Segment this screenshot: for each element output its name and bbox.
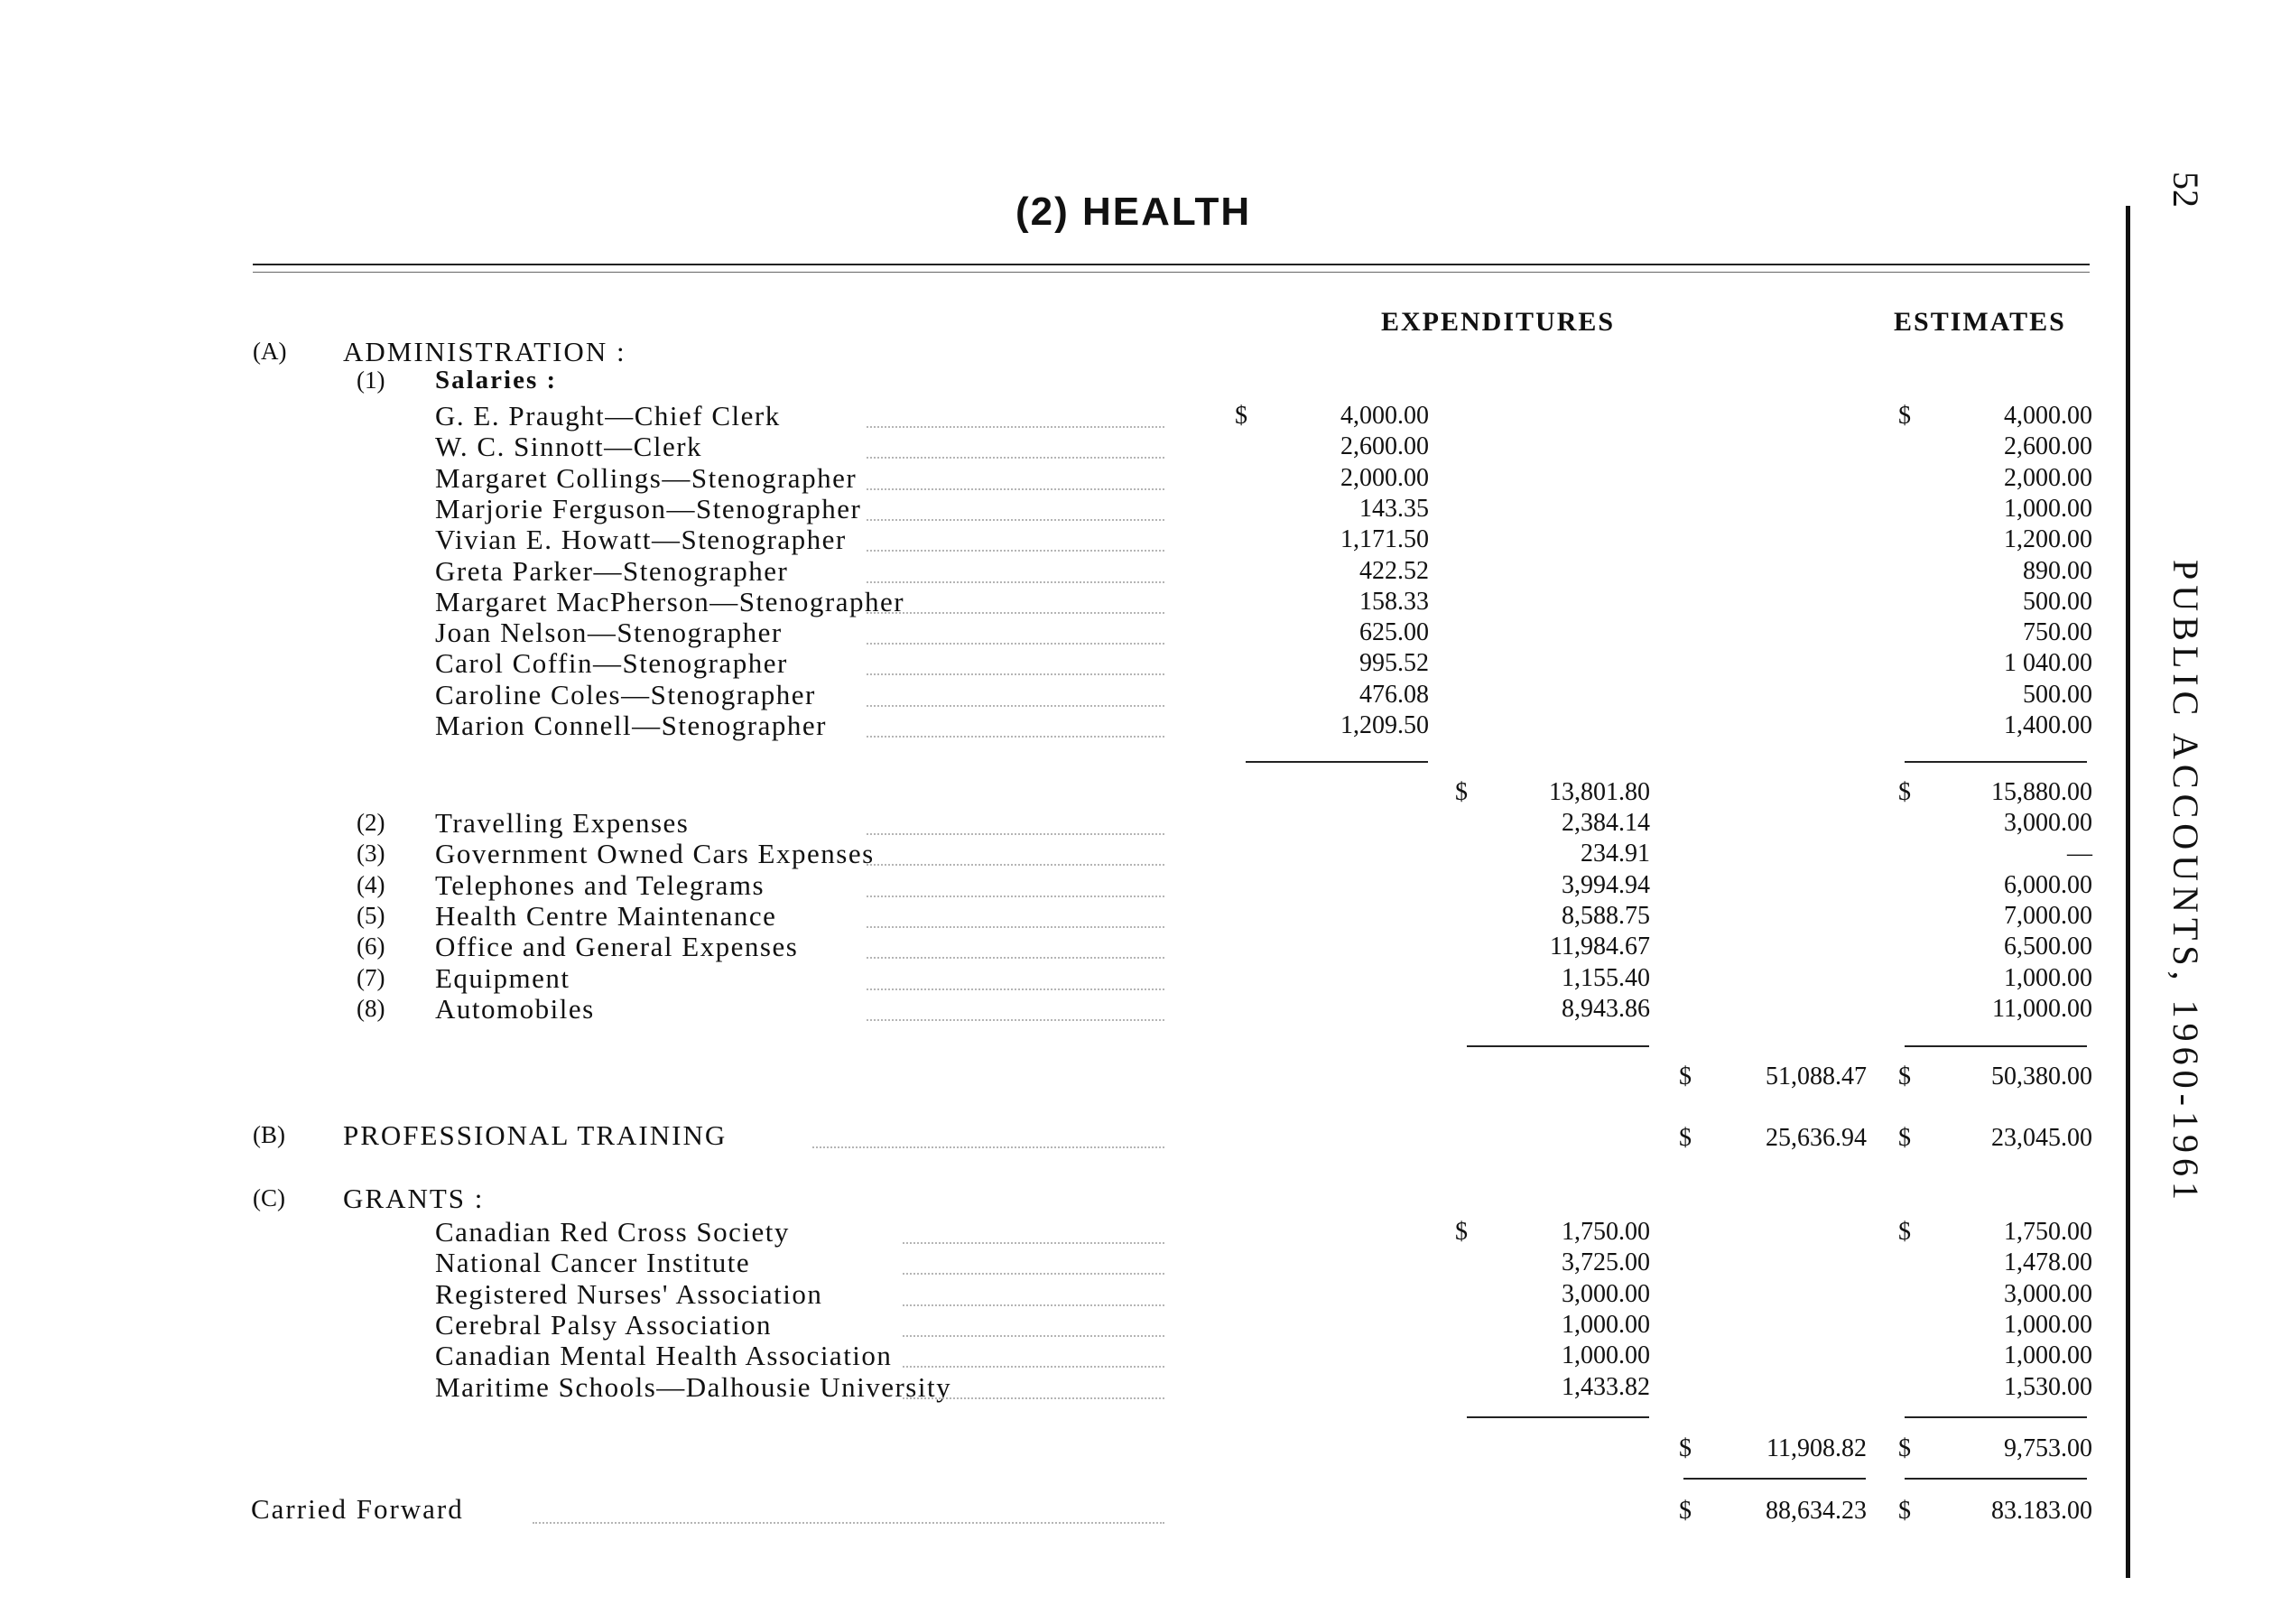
salary-estimate: 500.00 [2023,680,2092,709]
item-marker: (4) [357,870,385,898]
running-head [2153,172,2207,1300]
leader-dots [867,519,1164,521]
leader-dots [867,705,1164,707]
title-rule-lower [253,272,2090,273]
currency-symbol: $ [1898,1218,1911,1246]
carried-forward-est: 83.183.00 [1991,1497,2092,1525]
section-a-total-est: 50,380.00 [1991,1063,2092,1090]
grant-estimate: 3,000.00 [2004,1279,2092,1308]
salary-estimate: 1,000.00 [2004,494,2092,523]
salary-name: Marjorie Ferguson—Stenographer [435,492,862,524]
item-name: Office and General Expenses [435,931,799,963]
title-rule [253,264,2090,265]
grant-expenditure: 1,000.00 [1562,1310,1650,1339]
item-expenditure: 8,943.86 [1562,994,1650,1023]
salary-total-est: 15,880.00 [1991,778,2092,806]
grant-estimate: 1,478.00 [2004,1248,2092,1277]
leader-dots [903,1397,1164,1399]
grant-est-rule [1905,1416,2087,1418]
salary-expenditure: 422.52 [1359,556,1429,585]
grant-name: Maritime Schools—Dalhousie University [435,1370,952,1403]
salary-name: Marion Connell—Stenographer [435,710,827,741]
salary-name: Caroline Coles—Stenographer [435,678,816,710]
forward-exp-rule [1683,1478,1866,1480]
grant-name: Canadian Mental Health Association [435,1340,893,1372]
item-name: Health Centre Maintenance [435,899,777,932]
item-name: Equipment [435,961,570,994]
item-expenditure: 3,994.94 [1562,870,1650,899]
section-c-label: GRANTS : [343,1183,485,1214]
salary-estimate: 4,000.00 [2004,402,2092,430]
salary-expenditure: 2,600.00 [1340,432,1429,461]
salaries-label: Salaries : [435,366,558,394]
leader-dots [903,1304,1164,1306]
currency-symbol: $ [1898,402,1911,430]
salary-expenditure: 995.52 [1359,649,1429,678]
salary-estimate: 2,000.00 [2004,463,2092,492]
salary-name: Joan Nelson—Stenographer [435,617,783,649]
leader-dots [867,1019,1164,1021]
leader-dots [867,864,1164,866]
grant-estimate: 1,530.00 [2004,1372,2092,1401]
currency-symbol: $ [1455,778,1468,806]
salary-expenditure: 2,000.00 [1340,463,1429,492]
carried-forward-label: Carried Forward [251,1493,464,1525]
item-estimate: 7,000.00 [2004,901,2092,930]
item-name: Automobiles [435,992,595,1025]
currency-symbol: $ [1898,1497,1911,1525]
currency-symbol: $ [1679,1434,1692,1462]
grant-expenditure: 3,000.00 [1562,1279,1650,1308]
leader-dots [867,488,1164,490]
leader-dots [867,550,1164,552]
salary-name: G. E. Praught—Chief Clerk [435,400,781,432]
grant-name: Cerebral Palsy Association [435,1308,773,1341]
item-estimate: 1,000.00 [2004,963,2092,992]
item-estimate: — [2067,840,2092,868]
page-number: 52 [2165,172,2206,208]
leader-dots [867,612,1164,614]
item-marker: (2) [357,809,385,836]
item-name: Telephones and Telegrams [435,868,765,901]
currency-symbol: $ [1898,778,1911,806]
currency-symbol: $ [1679,1124,1692,1152]
salary-expenditure: 1,209.50 [1340,711,1429,739]
salary-estimate: 2,600.00 [2004,432,2092,461]
grant-expenditure: 1,000.00 [1562,1341,1650,1370]
salary-estimate: 500.00 [2023,587,2092,616]
salary-expenditure: 143.35 [1359,494,1429,523]
salary-total-exp: 13,801.80 [1549,778,1650,806]
leader-dots [867,926,1164,928]
other-exp-rule [1467,1045,1649,1047]
currency-symbol: $ [1898,1063,1911,1090]
carried-forward-exp: 88,634.23 [1766,1497,1867,1525]
section-a-marker: (A) [253,338,287,365]
item-marker: (8) [357,994,385,1022]
salary-expenditure: 476.08 [1359,680,1429,709]
salary-name: Vivian E. Howatt—Stenographer [435,524,847,556]
grant-estimate: 1,750.00 [2004,1218,2092,1246]
currency-symbol: $ [1898,1124,1911,1152]
expenditures-header: EXPENDITURES [1381,307,1616,337]
currency-symbol: $ [1679,1063,1692,1090]
salary-name: Greta Parker—Stenographer [435,554,789,587]
item-name: Travelling Expenses [435,807,690,839]
estimates-header: ESTIMATES [1894,307,2066,337]
item-expenditure: 2,384.14 [1562,809,1650,837]
margin-rule [2126,206,2130,1578]
leader-dots [812,1146,1164,1148]
grant-expenditure: 1,750.00 [1562,1218,1650,1246]
leader-dots [867,833,1164,835]
grant-estimate: 1,000.00 [2004,1341,2092,1370]
leader-dots [867,988,1164,990]
page-title: (2) HEALTH [1015,190,1252,234]
salary-estimate: 1 040.00 [2004,649,2092,678]
leader-dots [903,1242,1164,1244]
item-name: Government Owned Cars Expenses [435,838,875,870]
section-c-total-exp: 11,908.82 [1766,1434,1867,1462]
section-b-marker: (B) [253,1121,285,1148]
leader-dots [867,673,1164,675]
item-marker: (7) [357,963,385,991]
grant-name: National Cancer Institute [435,1247,751,1279]
salaries-marker: (1) [357,367,385,394]
leader-dots [903,1366,1164,1368]
salary-expenditure: 625.00 [1359,618,1429,647]
leader-dots [903,1273,1164,1275]
leader-dots [903,1335,1164,1337]
section-c-marker: (C) [253,1184,285,1211]
grant-estimate: 1,000.00 [2004,1310,2092,1339]
salary-name: Margaret Collings—Stenographer [435,461,858,494]
salary-estimate: 1,400.00 [2004,711,2092,739]
currency-symbol: $ [1679,1497,1692,1525]
running-title: PUBLIC ACCOUNTS, 1960-1961 [2165,560,2206,1205]
grant-exp-rule [1467,1416,1649,1418]
salary-expenditure: 4,000.00 [1340,402,1429,430]
item-estimate: 6,500.00 [2004,933,2092,961]
item-expenditure: 8,588.75 [1562,901,1650,930]
item-estimate: 6,000.00 [2004,870,2092,899]
currency-symbol: $ [1455,1218,1468,1246]
salary-estimate: 1,200.00 [2004,525,2092,554]
salary-exp-rule [1246,761,1428,763]
item-marker: (6) [357,933,385,960]
section-b-exp: 25,636.94 [1766,1124,1867,1152]
section-a-total-exp: 51,088.47 [1766,1063,1867,1090]
salary-name: Carol Coffin—Stenographer [435,647,788,680]
salary-estimate: 750.00 [2023,618,2092,647]
leader-dots [867,736,1164,738]
section-b-label: PROFESSIONAL TRAINING [343,1119,728,1151]
other-est-rule [1905,1045,2087,1047]
leader-dots [867,581,1164,583]
leader-dots [867,426,1164,428]
item-marker: (3) [357,840,385,868]
leader-dots [867,896,1164,897]
salary-expenditure: 158.33 [1359,587,1429,616]
grant-name: Canadian Red Cross Society [435,1216,790,1248]
forward-est-rule [1905,1478,2087,1480]
grant-expenditure: 1,433.82 [1562,1372,1650,1401]
item-estimate: 11,000.00 [1992,994,2092,1023]
section-b-est: 23,045.00 [1991,1124,2092,1152]
grant-name: Registered Nurses' Association [435,1277,823,1310]
item-expenditure: 11,984.67 [1550,933,1650,961]
currency-symbol: $ [1235,402,1247,430]
salary-name: W. C. Sinnott—Clerk [435,431,703,463]
item-estimate: 3,000.00 [2004,809,2092,837]
item-expenditure: 1,155.40 [1562,963,1650,992]
grant-expenditure: 3,725.00 [1562,1248,1650,1277]
salary-estimate: 890.00 [2023,556,2092,585]
item-expenditure: 234.91 [1581,840,1650,868]
section-c-total-est: 9,753.00 [2004,1434,2092,1462]
section-a-label: ADMINISTRATION : [343,336,626,367]
leader-dots [533,1522,1164,1524]
leader-dots [867,643,1164,645]
currency-symbol: $ [1898,1434,1911,1462]
salary-expenditure: 1,171.50 [1340,525,1429,554]
salary-name: Margaret MacPherson—Stenographer [435,585,905,617]
item-marker: (5) [357,901,385,929]
leader-dots [867,957,1164,959]
leader-dots [867,457,1164,459]
salary-est-rule [1905,761,2087,763]
